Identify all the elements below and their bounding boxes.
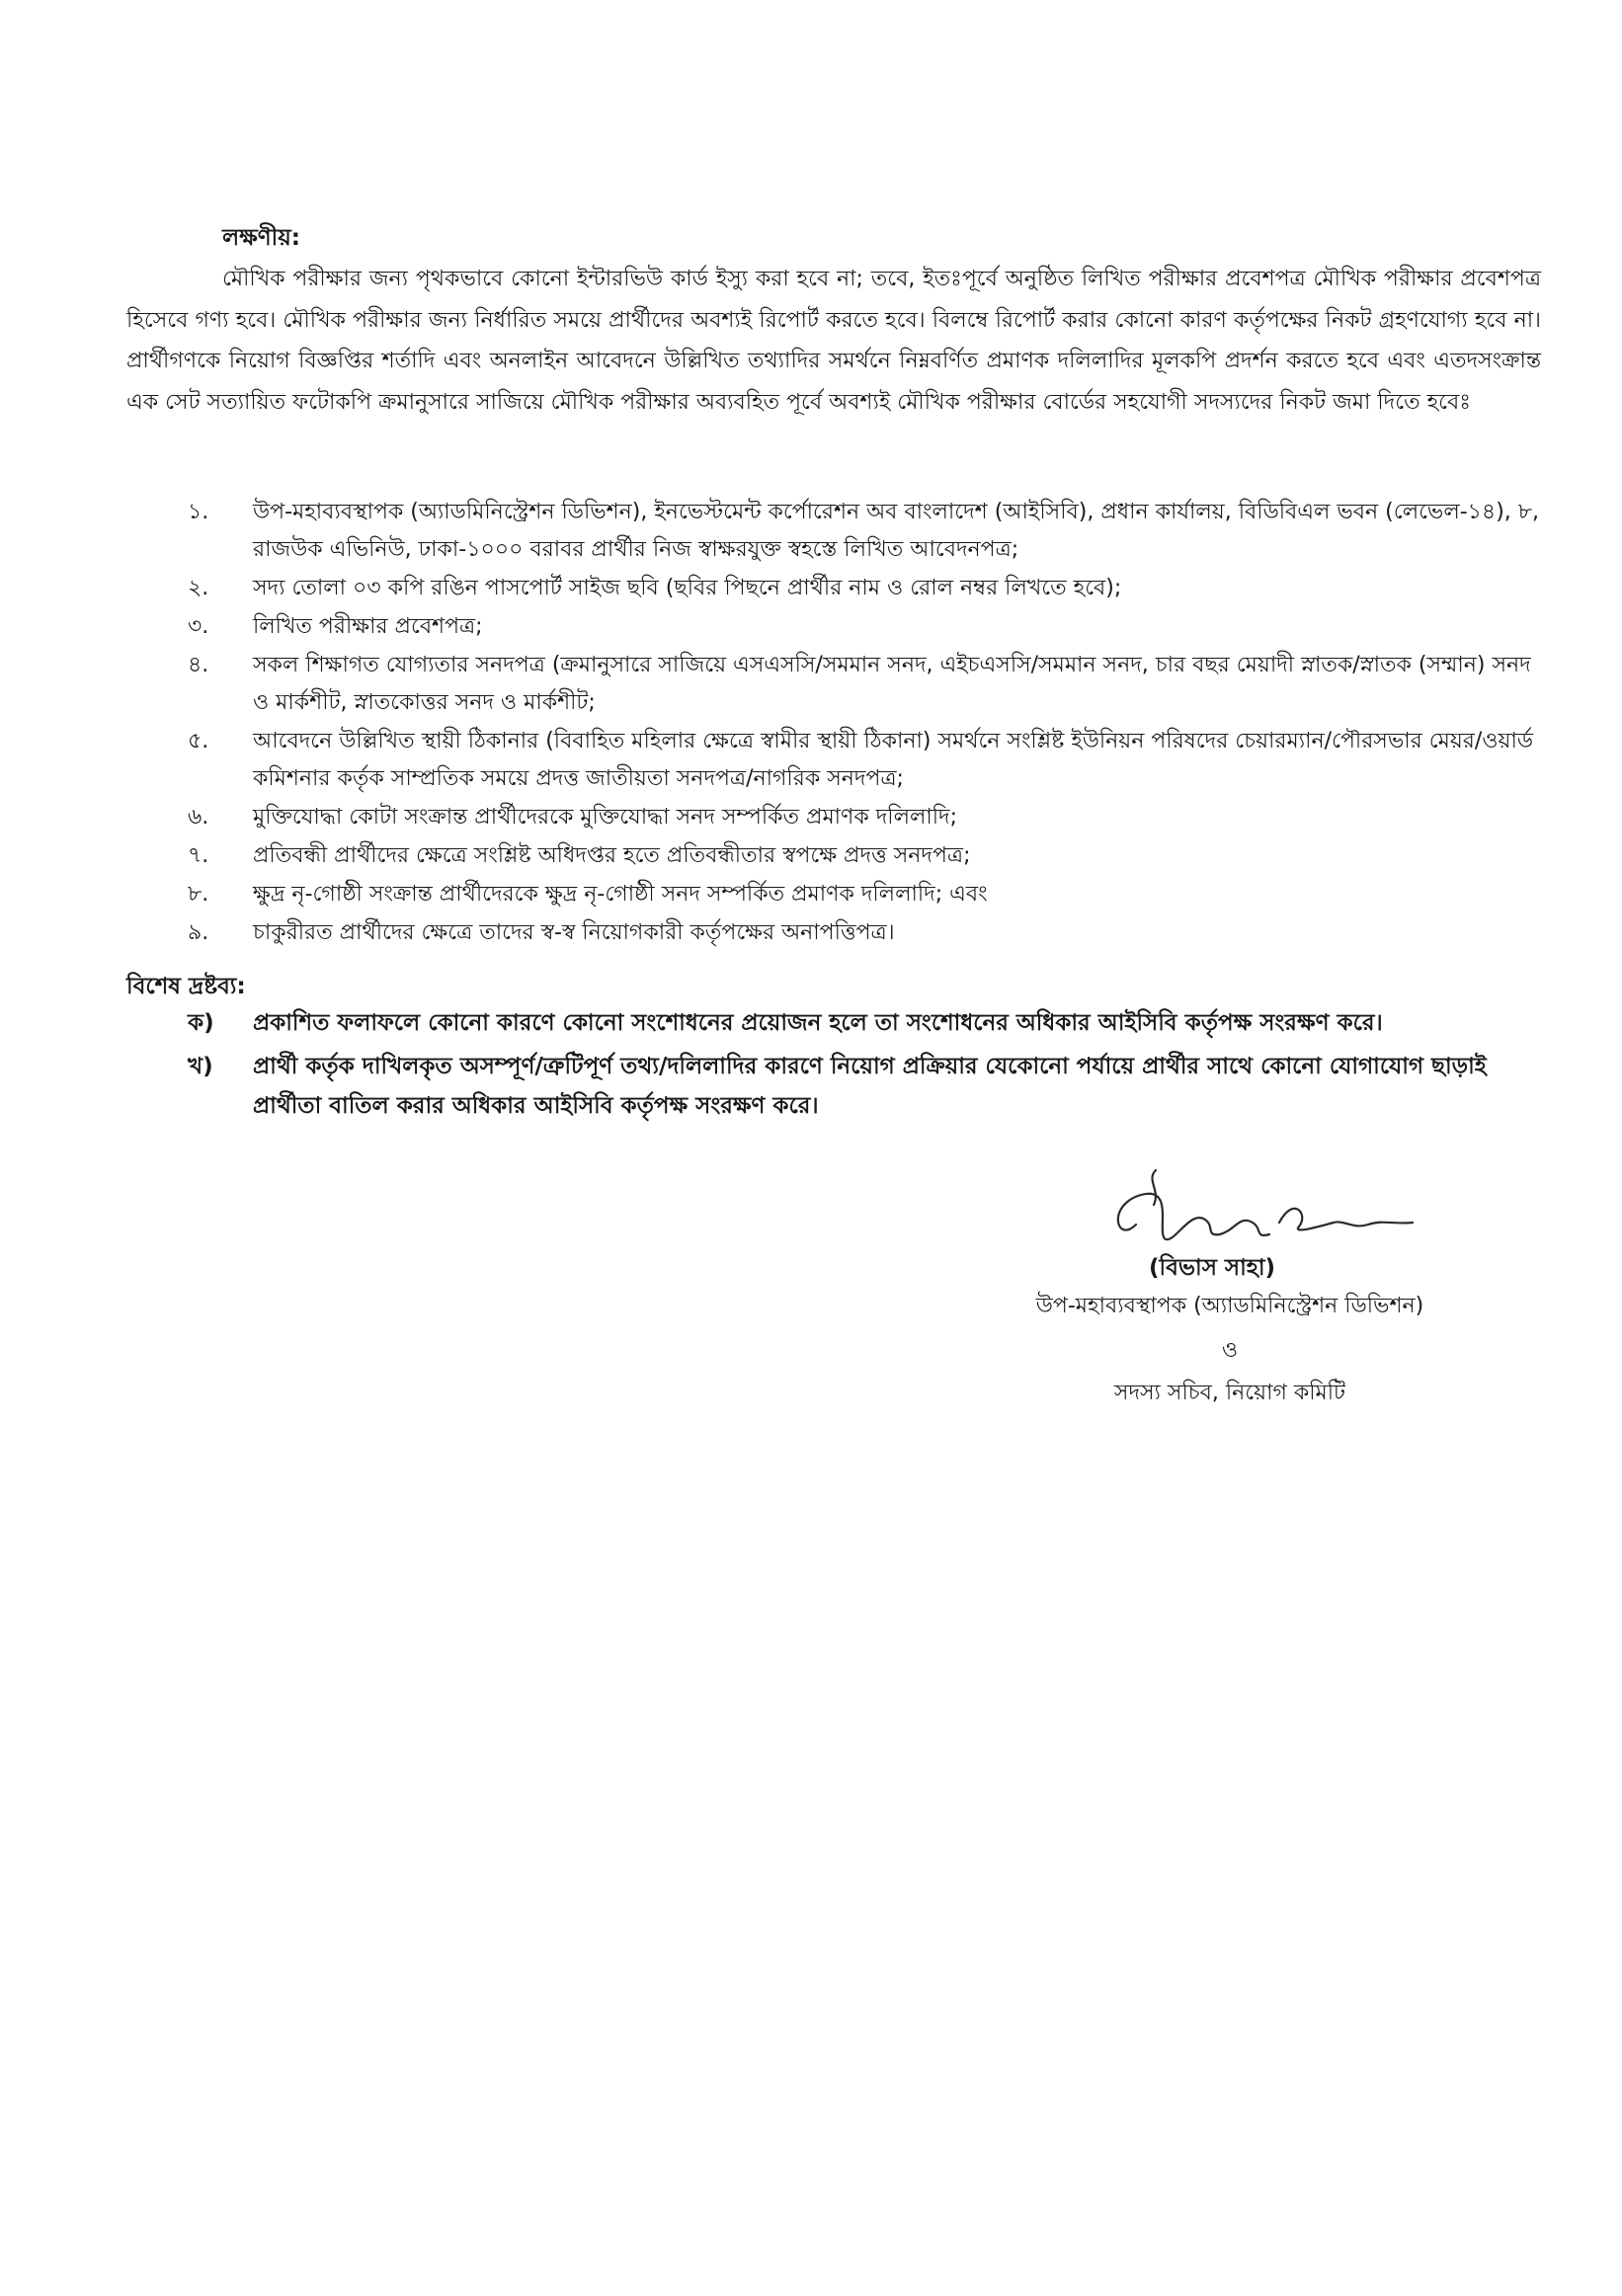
notice-heading: লক্ষণীয়:	[222, 225, 301, 251]
list-item-number: ৬.	[188, 805, 209, 830]
list-item	[188, 837, 1541, 875]
list-item	[188, 876, 1541, 913]
special-note-text: প্রার্থী কর্তৃক দাখিলকৃত অসম্পূর্ণ/ত্রুটিপূর্ণ তথ্য/দলিলাদির কারণে নিয়োগ প্রক্রিয়ার যেকোনো পর্যায়ে প্রার্থীর সাথে কোনো যোগাযোগ ছাড়াই প্রার্থীতা বাতিল করার অধিকার আইসিবি কর্তৃপক্ষ সংরক্ষণ করে।	[253, 1054, 1487, 1119]
list-item-text: মুক্তিযোদ্ধা কোটা সংক্রান্ত প্রার্থীদেরকে মুক্তিযোদ্ধা সনদ সম্পর্কিত প্রমাণক দলিলাদি;	[253, 805, 958, 830]
list-item	[188, 608, 1541, 646]
list-item	[188, 799, 1541, 836]
list-item-text: উপ-মহাব্যবস্থাপক (অ্যাডমিনিস্ট্রেশন ডিভিশন), ইনভেস্টমেন্ট কর্পোরেশন অব বাংলাদেশ (আইসিবি), প্রধান কার্যালয়, বিডিবিএল ভবন (লেভেল-১৪), ৮, রাজউক এভিনিউ, ঢাকা-১০০০ বরাবর প্রার্থীর নিজ স্বাক্ষরযুক্ত স্বহস্তে লিখিত আবেদনপত্র;	[253, 500, 1540, 562]
special-note-item	[188, 1047, 1543, 1126]
list-item-text: ক্ষুদ্র নৃ-গোষ্ঠী সংক্রান্ত প্রার্থীদেরকে ক্ষুদ্র নৃ-গোষ্ঠী সনদ সম্পর্কিত প্রমাণক দলিলাদি; এবং	[253, 882, 988, 907]
list-item-number: ৭.	[188, 843, 209, 868]
list-item	[188, 647, 1541, 722]
list-item-number: ১.	[188, 500, 209, 524]
list-item-number: ৪.	[188, 653, 209, 677]
list-item	[188, 914, 1541, 952]
list-item-number: ৩.	[188, 614, 209, 639]
list-item-text: লিখিত পরীক্ষার প্রবেশপত্র;	[253, 614, 483, 639]
list-item-number: ৫.	[188, 729, 209, 753]
list-item-number: ৯.	[188, 920, 209, 945]
list-item	[188, 494, 1541, 569]
special-note-heading: বিশেষ দ্রষ্টব্য:	[126, 974, 246, 999]
special-note-item	[188, 1003, 1543, 1043]
list-item	[188, 723, 1541, 798]
special-note-marker: খ)	[188, 1054, 213, 1079]
signatory-name: (বিভাস সাহা)	[1149, 1255, 1276, 1281]
special-note-text: প্রকাশিত ফলাফলে কোনো কারণে কোনো সংশোধনের প্রয়োজন হলে তা সংশোধনের অধিকার আইসিবি কর্তৃপক্ষ সংরক্ষণ করে।	[253, 1010, 1383, 1036]
special-note-marker: ক)	[188, 1010, 214, 1036]
signatory-title: উপ-মহাব্যবস্থাপক (অ্যাডমিনিস্ট্রেশন ডিভিশন)	[1035, 1294, 1424, 1318]
list-item	[188, 570, 1541, 607]
list-item-text: চাকুরীরত প্রার্থীদের ক্ষেত্রে তাদের স্ব-স্ব নিয়োগকারী কর্তৃপক্ষের অনাপত্তিপত্র।	[253, 920, 895, 945]
requirements-list	[188, 494, 1541, 953]
notice-paragraph: মৌখিক পরীক্ষার জন্য পৃথকভাবে কোনো ইন্টারভিউ কার্ড ইস্যু করা হবে না; তবে, ইতঃপূর্বে অনুষ্ঠিত লিখিত পরীক্ষার প্রবেশপত্র মৌখিক পরীক্ষার প্রবেশপত্র হিসেবে গণ্য হবে। মৌখিক পরীক্ষার জন্য নির্ধারিত সময়ে প্রার্থীদের অবশ্যই রিপোর্ট করতে হবে। বিলম্বে রিপোর্ট করার কোনো কারণ কর্তৃপক্ষের নিকট গ্রহণযোগ্য হবে না। প্রার্থীগণকে নিয়োগ বিজ্ঞপ্তির শর্তাদি এবং অনলাইন আবেদনে উল্লিখিত তথ্যাদির সমর্থনে নিম্নবর্ণিত প্রমাণক দলিলাদির মূলকপি প্রদর্শন করতে হবে এবং এতদসংক্রান্ত এক সেট সত্যায়িত ফটোকপি ক্রমানুসারে সাজিয়ে মৌখিক পরীক্ষার অব্যবহিত পূর্বে অবশ্যই মৌখিক পরীক্ষার বোর্ডের সহযোগী সদস্যদের নিকট জমা দিতে হবেঃ	[126, 267, 1541, 415]
special-note-list	[188, 1003, 1543, 1130]
list-item-text: প্রতিবন্ধী প্রার্থীদের ক্ষেত্রে সংশ্লিষ্ট অধিদপ্তর হতে প্রতিবন্ধীতার স্বপক্ষে প্রদত্ত সনদপত্র;	[253, 843, 971, 868]
list-item-number: ৮.	[188, 882, 209, 907]
list-item-text: সকল শিক্ষাগত যোগ্যতার সনদপত্র (ক্রমানুসারে সাজিয়ে এসএসসি/সমমান সনদ, এইচএসসি/সমমান সনদ, চার বছর মেয়াদী স্নাতক/স্নাতক (সম্মান) সনদ ও মার্কশীট, স্নাতকোত্তর সনদ ও মার্কশীট;	[253, 653, 1531, 715]
list-item-text: আবেদনে উল্লিখিত স্থায়ী ঠিকানার (বিবাহিত মহিলার ক্ষেত্রে স্বামীর স্থায়ী ঠিকানা) সমর্থনে সংশ্লিষ্ট ইউনিয়ন পরিষদের চেয়ারম্যান/পৌরসভার মেয়র/ওয়ার্ড কমিশনার কর্তৃক সাম্প্রতিক সময়ে প্রদত্ত জাতীয়তা সনদপত্র/নাগরিক সনদপত্র;	[253, 729, 1534, 791]
list-item-text: সদ্য তোলা ০৩ কপি রঙিন পাসপোর্ট সাইজ ছবি (ছবির পিছনে প্রার্থীর নাম ও রোল নম্বর লিখতে হবে);	[253, 576, 1122, 600]
list-item-number: ২.	[188, 576, 209, 600]
signatory-committee-title: সদস্য সচিব, নিয়োগ কমিটি	[1113, 1381, 1346, 1405]
signatory-conjunction: ও	[1221, 1338, 1239, 1363]
